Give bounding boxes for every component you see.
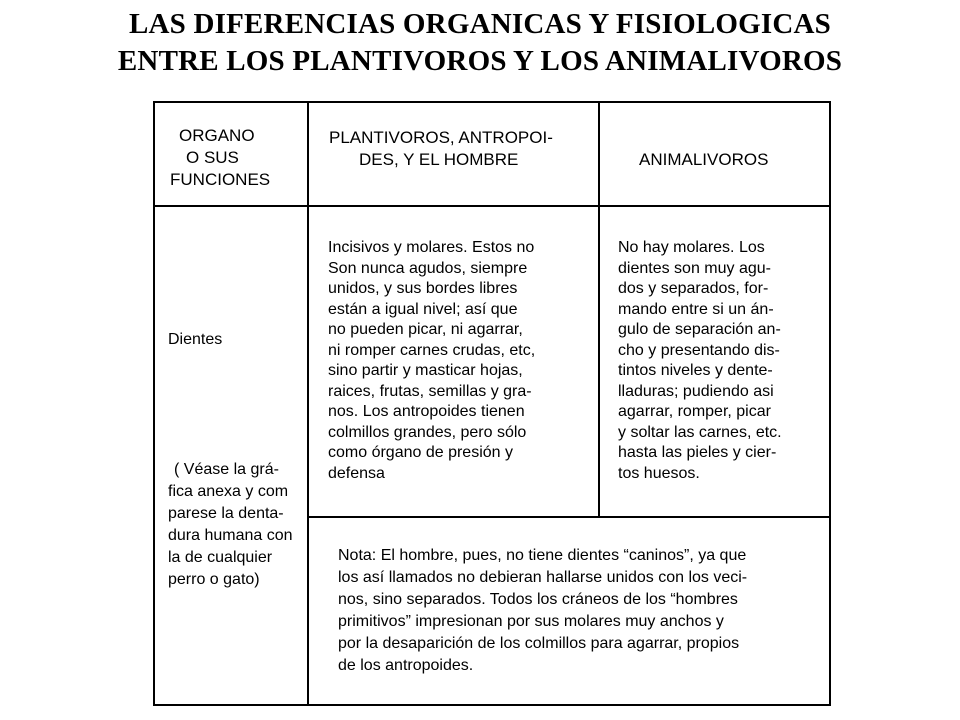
plantivoros-line: Son nunca agudos, siempre: [328, 259, 528, 277]
header-organ-line: FUNCIONES: [170, 170, 271, 189]
header-organ-line: O SUS: [186, 148, 239, 167]
organ-note-line: fica anexa y com: [168, 483, 289, 500]
animalivoros-line: mando entre si un án-: [618, 300, 774, 318]
animalivoros-line: y soltar las carnes, etc.: [618, 423, 782, 441]
comparison-table: [153, 101, 831, 706]
animalivoros-line: tintos niveles y dente-: [618, 362, 773, 379]
plantivoros-teeth-description: [328, 238, 535, 484]
organ-name-text: Dientes: [168, 331, 223, 348]
note-line: de los antropoides.: [338, 657, 474, 674]
header-plantivoros-line: DES, Y EL HOMBRE: [359, 150, 519, 169]
organ-note-line: perro o gato): [168, 571, 260, 588]
header-animalivoros-line: ANIMALIVOROS: [639, 150, 769, 169]
plantivoros-line: Incisivos y molares. Estos no: [328, 239, 535, 256]
plantivoros-line: raices, frutas, semillas y gra-: [328, 382, 532, 400]
organ-note: [168, 459, 293, 591]
animalivoros-line: No hay molares. Los: [618, 239, 765, 256]
note-line: los así llamados no debieran hallarse unidos con los veci-: [338, 569, 748, 586]
plantivoros-line: sino partir y masticar hojas,: [328, 362, 523, 379]
table-divider-plant-animal: [598, 103, 600, 517]
header-organ-line: ORGANO: [179, 126, 255, 145]
note-line: nos, sino separados. Todos los cráneos de los “hombres: [338, 591, 738, 608]
table-divider-header: [155, 205, 829, 207]
organ-note-line: parese la denta-: [168, 505, 284, 522]
note-line: primitivos” impresionan por sus molares muy anchos y: [338, 613, 724, 630]
animalivoros-line: dos y separados, for-: [618, 280, 769, 297]
animalivoros-line: cho y presentando dis-: [618, 341, 780, 359]
header-organ: [170, 125, 271, 191]
note-line: Nota: El hombre, pues, no tiene dientes “caninos”, ya que: [338, 547, 747, 564]
animalivoros-line: dientes son muy agu-: [618, 259, 771, 277]
animalivoros-line: hasta las pieles y cier-: [618, 444, 777, 461]
animalivoros-line: lladuras; pudiendo asi: [618, 382, 774, 400]
header-plantivoros: [329, 127, 553, 171]
header-plantivoros-line: PLANTIVOROS, ANTROPOI-: [329, 128, 553, 147]
plantivoros-line: ni romper carnes crudas, etc,: [328, 341, 536, 359]
plantivoros-line: colmillos grandes, pero sólo: [328, 423, 527, 441]
organ-name: [168, 330, 222, 351]
plantivoros-line: unidos, y sus bordes libres: [328, 280, 518, 297]
animalivoros-teeth-description: [618, 238, 782, 484]
plantivoros-line: como órgano de presión y: [328, 444, 513, 461]
plantivoros-line: no pueden picar, ni agarrar,: [328, 321, 523, 338]
animalivoros-line: gulo de separación an-: [618, 321, 781, 338]
plantivoros-line: nos. Los antropoides tienen: [328, 403, 525, 420]
note-text: [338, 545, 747, 677]
page-title-line-2: ENTRE LOS PLANTIVOROS Y LOS ANIMALIVOROS: [117, 45, 843, 77]
plantivoros-line: están a igual nivel; así que: [328, 300, 518, 318]
table-divider-note: [307, 516, 829, 518]
animalivoros-line: agarrar, romper, picar: [618, 403, 771, 420]
page-title-line-1: LAS DIFERENCIAS ORGANICAS Y FISIOLOGICAS: [129, 8, 831, 40]
page-title: [0, 6, 960, 80]
animalivoros-line: tos huesos.: [618, 464, 700, 482]
plantivoros-line: defensa: [328, 464, 385, 482]
organ-note-line: la de cualquier: [168, 549, 273, 566]
note-line: por la desaparición de los colmillos para agarrar, propios: [338, 635, 740, 652]
header-animalivoros: [639, 149, 768, 171]
organ-note-line: dura humana con: [168, 527, 293, 544]
table-divider-organ-column: [307, 103, 309, 704]
organ-note-line: ( Véase la grá-: [174, 461, 279, 478]
